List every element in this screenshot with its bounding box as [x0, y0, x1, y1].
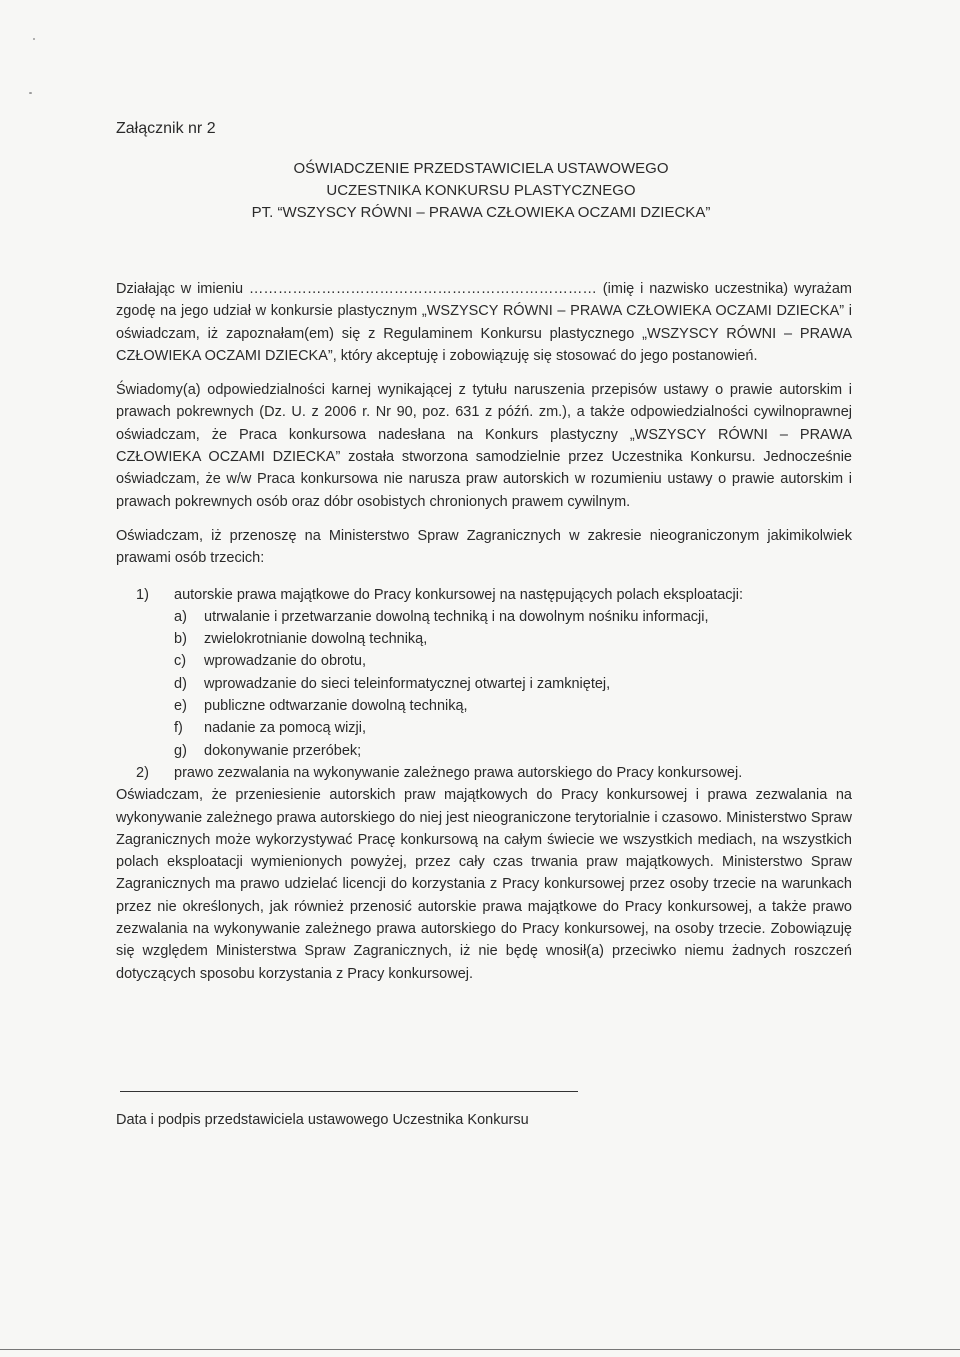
sub-item-f — [116, 717, 852, 739]
sub-item-text: wprowadzanie do sieci teleinformatycznej otwartej i zamkniętej, — [204, 675, 611, 692]
title-line-2: UCZESTNIKA KONKURSU PLASTYCZNEGO — [326, 182, 636, 199]
signature-line — [120, 1091, 578, 1092]
title-line-3: PT. “WSZYSCY RÓWNI – PRAWA CZŁOWIEKA OCZAMI DZIECKA” — [251, 204, 711, 221]
sub-item-text: zwielokrotnianie dowolną techniką, — [204, 631, 428, 648]
sub-item-letter: e) — [174, 698, 187, 715]
document-body — [116, 278, 852, 985]
sub-item-text: nadanie za pomocą wizji, — [204, 720, 367, 737]
closing-paragraph: Oświadczam, że przeniesienie autorskich praw majątkowych do Pracy konkursowej i prawa zezwalania na wykonywanie zależnego prawa autorskiego do niej jest nieograniczone terytorialnie i czasowo. Ministerstwo Spraw Zagranicznych może wykorzystywać Pracę konkursową na całym świecie we wszystkich mediach, na wszystkich polach eksploatacji wymienionych powyżej, przez cały czas trwania praw majątkowych. Ministerstwo Spraw Zagranicznych ma prawo udzielać licencji do korzystania z Pracy konkursowej przez osoby trzecie na warunkach przez nie określonych, jak również przenosić autorskie prawa majątkowe do Pracy konkursowej, a także prawo zezwalania na wykonywanie zależnego prawa autorskiego do Pracy konkursowej, na osoby trzecie. Zobowiązuję się względem Ministerstwa Spraw Zagranicznych, iż nie będę wnosił(a) przeciwko niemu żadnych roszczeń dotyczących sposobu korzystania z Pracy konkursowej. — [116, 787, 852, 982]
scan-edge-line — [0, 1349, 960, 1350]
list-item-number: 1) — [136, 586, 149, 603]
sub-item-c — [116, 650, 852, 672]
sub-item-text: dokonywanie przeróbek; — [204, 742, 362, 759]
sub-item-letter: c) — [174, 653, 187, 670]
sub-item-text: publiczne odtwarzanie dowolną techniką, — [204, 698, 468, 715]
document-title — [116, 158, 846, 224]
list-item-number: 2) — [136, 764, 149, 781]
consent-paragraph: Działając w imieniu ……………………………………………………………… (imię i nazwisko uczestnika) wyrażam zgodę na jego udział w konkursie plastycznym „WSZYSCY RÓWNI – PRAWA CZŁOWIEKA OCZAMI DZIECKA” i oświadczam, iż zapoznałam(em) się z Regulaminem Konkursu plastycznego „WSZYSCY RÓWNI – PRAWA CZŁOWIEKA OCZAMI DZIECKA”, który akceptuję i zobowiązuję się stosować do jego postanowień. — [116, 281, 852, 364]
sub-item-letter: a) — [174, 608, 187, 625]
sub-item-d — [116, 673, 852, 695]
sub-item-letter: f) — [174, 720, 183, 737]
annex-label: Załącznik nr 2 — [116, 120, 216, 137]
sub-item-letter: b) — [174, 631, 187, 648]
scan-speck — [29, 92, 32, 94]
sub-item-b — [116, 628, 852, 650]
title-line-1: OŚWIADCZENIE PRZEDSTAWICIELA USTAWOWEGO — [293, 160, 669, 177]
list-item-2 — [116, 762, 852, 784]
sub-item-letter: d) — [174, 675, 187, 692]
sub-item-e — [116, 695, 852, 717]
list-item-1 — [116, 584, 852, 606]
sub-item-text: utrwalanie i przetwarzanie dowolną techniką i na dowolnym nośniku informacji, — [204, 608, 709, 625]
signature-caption: Data i podpis przedstawiciela ustawowego Uczestnika Konkursu — [116, 1112, 529, 1128]
sub-item-text: wprowadzanie do obrotu, — [204, 653, 367, 670]
liability-paragraph: Świadomy(a) odpowiedzialności karnej wynikającej z tytułu naruszenia przepisów ustawy o prawie autorskim i prawach pokrewnych (Dz. U. z 2006 r. Nr 90, poz. 631 z późń. zm.), a także odpowiedzialności cywilnoprawnej oświadczam, że Praca konkursowa nadesłana na Konkurs plastyczny „WSZYSCY RÓWNI – PRAWA CZŁOWIEKA OCZAMI DZIECKA” została stworzona samodzielnie przez Uczestnika Konkursu. Jednocześnie oświadczam, że w/w Praca konkursowa nie narusza praw autorskich w rozumieniu ustawy o prawie autorskim i prawach pokrewnych osób oraz dóbr osobistych chronionych prawem cywilnym. — [116, 382, 852, 510]
list-item-text: prawo zezwalania na wykonywanie zależnego prawa autorskiego do Pracy konkursowej. — [174, 764, 743, 781]
sub-item-a — [116, 606, 852, 628]
transfer-intro-paragraph: Oświadczam, iż przenoszę na Ministerstwo Spraw Zagranicznych w zakresie nieograniczonym jakimikolwiek prawami osób trzecich: — [116, 527, 852, 567]
sub-item-letter: g) — [174, 742, 187, 759]
list-item-text: autorskie prawa majątkowe do Pracy konkursowej na następujących polach eksploatacji: — [174, 586, 744, 603]
scan-speck — [33, 38, 35, 40]
sub-item-g — [116, 740, 852, 762]
